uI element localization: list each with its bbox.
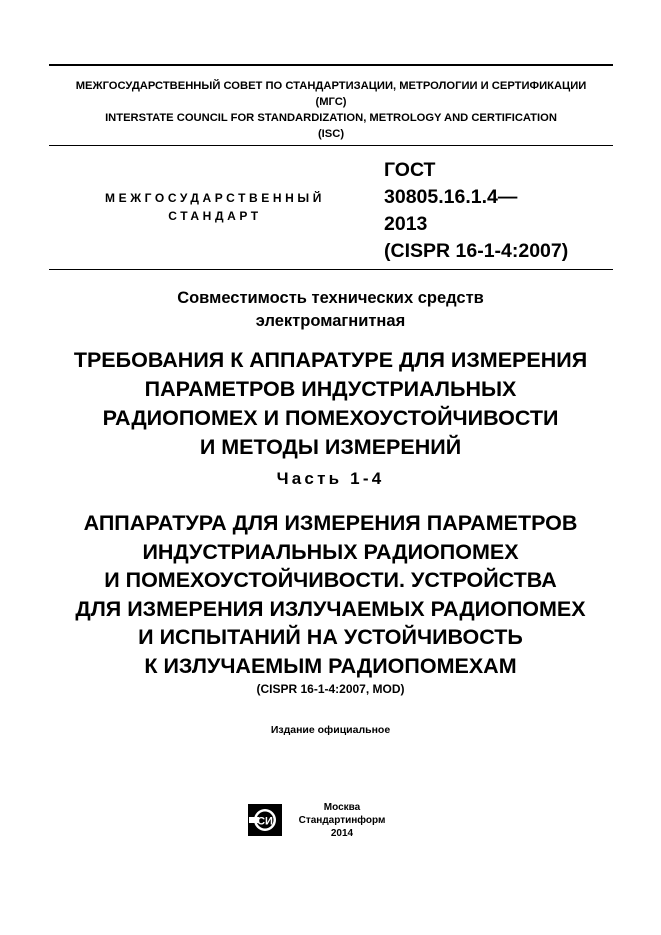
publisher-city: Москва — [323, 802, 361, 813]
edition-text: Издание официальное — [270, 724, 391, 736]
part-label: Часть 1-4 — [276, 469, 385, 488]
standard-designation — [384, 157, 604, 265]
publisher-info — [292, 801, 392, 840]
equivalence-text: (CISPR 16-1-4:2007, MOD) — [256, 682, 405, 696]
publisher-year: 2014 — [330, 828, 354, 839]
main-title-line4: И МЕТОДЫ ИЗМЕРЕНИЙ — [199, 435, 462, 459]
header-divider — [49, 145, 613, 146]
council-abbr-en: (ISC) — [317, 128, 345, 140]
part-title-line3: И ПОМЕХОУСТОЙЧИВОСТИ. УСТРОЙСТВА — [104, 568, 557, 592]
main-title-line2: ПАРАМЕТРОВ ИНДУСТРИАЛЬНЫХ — [144, 377, 517, 401]
standard-type-line1: МЕЖГОСУДАРСТВЕННЫЙ — [105, 191, 325, 205]
main-title-line1: ТРЕБОВАНИЯ К АППАРАТУРЕ ДЛЯ ИЗМЕРЕНИЯ — [73, 348, 588, 372]
subject-line1: Совместимость технических средств — [177, 289, 484, 307]
main-title-line3: РАДИОПОМЕХ И ПОМЕХОУСТОЙЧИВОСТИ — [102, 406, 559, 430]
council-header — [49, 78, 613, 142]
subject-heading — [20, 287, 641, 333]
part-number — [20, 468, 641, 490]
equivalence-note — [20, 681, 641, 697]
designation-divider — [49, 269, 613, 270]
publisher-name: Стандартинформ — [298, 815, 386, 826]
designation-gost: ГОСТ — [384, 159, 436, 181]
part-title — [20, 509, 641, 680]
council-name-ru: МЕЖГОСУДАРСТВЕННЫЙ СОВЕТ ПО СТАНДАРТИЗАЦИИ, МЕТРОЛОГИИ И СЕРТИФИКАЦИИ — [75, 80, 587, 92]
part-title-line1: АППАРАТУРА ДЛЯ ИЗМЕРЕНИЯ ПАРАМЕТРОВ — [83, 511, 578, 535]
part-title-line2: ИНДУСТРИАЛЬНЫХ РАДИОПОМЕХ — [142, 539, 519, 564]
subject-line2: электромагнитная — [255, 312, 406, 330]
standartinform-logo-icon — [248, 804, 282, 836]
standard-type-line2: СТАНДАРТ — [168, 209, 262, 223]
edition-note — [20, 723, 641, 737]
logo-text: СИ — [257, 815, 273, 828]
standard-type-label — [70, 189, 360, 225]
top-divider — [49, 64, 613, 66]
council-name-en: INTERSTATE COUNCIL FOR STANDARDIZATION, METROLOGY AND CERTIFICATION — [105, 112, 557, 124]
main-title — [20, 346, 641, 462]
part-title-line4: ДЛЯ ИЗМЕРЕНИЯ ИЗЛУЧАЕМЫХ РАДИОПОМЕХ — [75, 596, 586, 621]
part-title-line5: И ИСПЫТАНИЙ НА УСТОЙЧИВОСТЬ — [138, 625, 523, 649]
designation-cispr: (CISPR 16-1-4:2007) — [384, 240, 569, 262]
designation-year: 2013 — [384, 213, 428, 235]
part-title-line6: К ИЗЛУЧАЕМЫМ РАДИОПОМЕХАМ — [144, 653, 517, 678]
designation-number: 30805.16.1.4— — [384, 186, 518, 208]
council-abbr-ru: (МГС) — [315, 96, 347, 108]
